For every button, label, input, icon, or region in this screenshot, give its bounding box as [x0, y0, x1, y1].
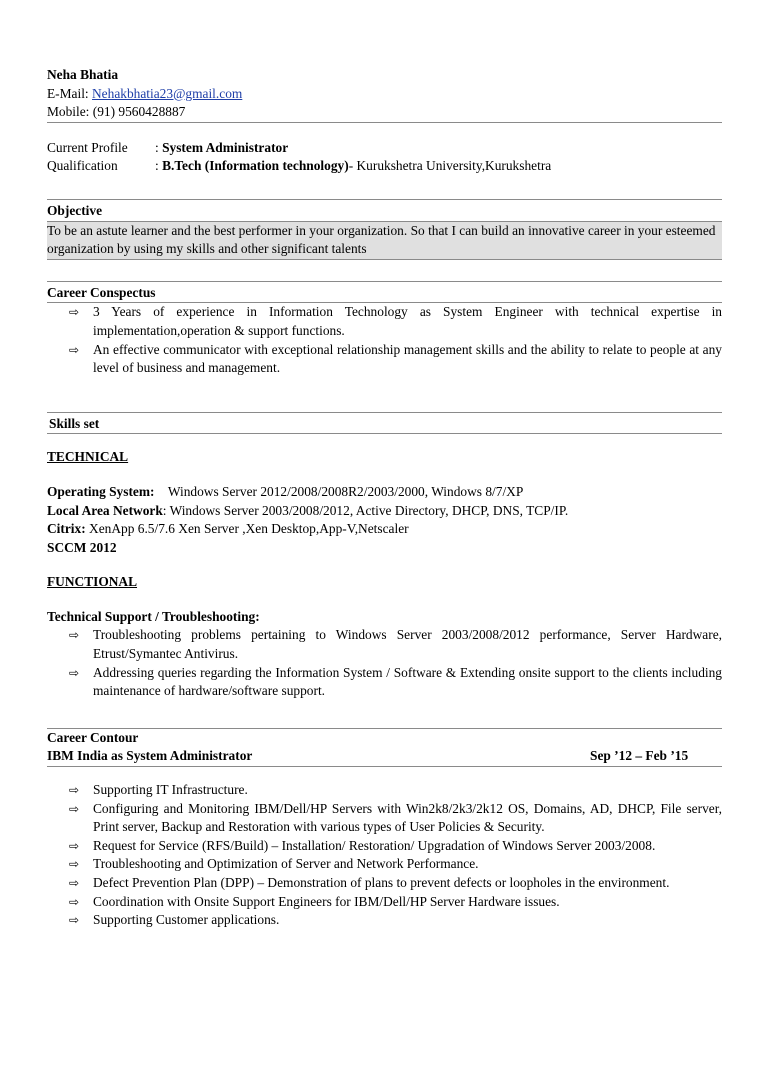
qualification-row: [47, 157, 722, 176]
arrow-bullet-icon: ⇨: [69, 857, 80, 872]
support-list: [47, 626, 722, 700]
arrow-bullet-icon: ⇨: [69, 876, 80, 890]
list-item: ⇨ Troubleshooting and Optimization of Server and Network Performance.: [69, 855, 722, 874]
skills-heading: Skills set: [47, 412, 722, 435]
job-dates: Sep ’12 – Feb ’15: [590, 748, 689, 764]
arrow-bullet-icon: ⇨: [69, 894, 80, 909]
email-label: E-Mail:: [47, 85, 89, 101]
list-item: ⇨ Troubleshooting problems pertaining to Windows Server 2003/2008/2012 performance, Server Hardware, Etrust/Symantec Antivirus.: [69, 627, 722, 662]
conspectus-section: [47, 281, 722, 378]
current-profile-row: [47, 139, 722, 158]
lan-value: : Windows Server 2003/2008/2012, Active Directory, DHCP, DNS, TCP/IP.: [162, 502, 569, 518]
qualification-degree: B.Tech (Information technology): [162, 158, 349, 174]
objective-section: [47, 199, 722, 260]
lan-line: [47, 502, 722, 521]
arrow-bullet-icon: ⇨: [69, 913, 80, 928]
arrow-bullet-icon: ⇨: [69, 342, 80, 357]
job-title: IBM India as System Administrator: [47, 748, 253, 764]
current-profile-label: Current Profile: [47, 139, 128, 155]
os-line: [47, 483, 722, 502]
arrow-bullet-icon: ⇨: [69, 305, 80, 320]
sccm-line: SCCM 2012: [47, 539, 117, 555]
qualification-colon: :: [155, 158, 163, 174]
arrow-bullet-icon: ⇨: [69, 838, 80, 853]
skills-section: [47, 412, 722, 701]
support-heading: Technical Support / Troubleshooting:: [47, 608, 260, 624]
conspectus-heading: Career Conspectus: [47, 281, 722, 304]
email-link[interactable]: Nehakbhatia23@gmail.com: [92, 85, 243, 101]
list-item: ⇨ 3 Years of experience in Information Technology as System Engineer with technical expertise in implementation,operation & support functions.: [69, 304, 722, 338]
list-item: ⇨ Supporting IT Infrastructure.: [69, 781, 722, 800]
citrix-value: XenApp 6.5/7.6 Xen Server ,Xen Desktop,App-V,Netscaler: [89, 521, 409, 537]
job-row: [47, 747, 722, 767]
list-item: ⇨ Request for Service (RFS/Build) – Installation/ Restoration/ Upgradation of Windows Server 2003/2008.: [69, 837, 722, 856]
contact-block: [47, 66, 722, 123]
arrow-bullet-icon: ⇨: [69, 628, 80, 643]
profile-block: [47, 139, 722, 176]
contour-heading: Career Contour: [47, 728, 722, 748]
conspectus-list: [47, 303, 722, 377]
qualification-university: - Kurukshetra University,Kurukshetra: [348, 158, 552, 174]
arrow-bullet-icon: ⇨: [69, 783, 80, 798]
list-item: ⇨ Addressing queries regarding the Information System / Software & Extending onsite support to the clients including maintenance of hardware/software support.: [69, 664, 722, 699]
technical-heading: TECHNICAL: [47, 449, 129, 465]
list-item: ⇨ Defect Prevention Plan (DPP) – Demonstration of plans to prevent defects or loopholes in the environment.: [69, 874, 722, 893]
arrow-bullet-icon: ⇨: [69, 665, 80, 680]
list-item: ⇨ Supporting Customer applications.: [69, 911, 722, 930]
current-profile-colon: :: [155, 139, 163, 155]
qualification-value: [162, 157, 551, 176]
objective-text: To be an astute learner and the best performer in your organization. So that I can build an innovative career in your esteemed organization by using my skills and other significant talents: [47, 222, 722, 260]
os-label: Operating System:: [47, 483, 155, 499]
mobile-line: Mobile: (91) 9560428887: [47, 104, 186, 120]
lan-label: Local Area Network: [47, 502, 163, 518]
arrow-bullet-icon: ⇨: [69, 801, 80, 816]
contour-list: [47, 781, 722, 930]
os-value: Windows Server 2012/2008/2008R2/2003/2000, Windows 8/7/XP: [167, 483, 524, 499]
citrix-line: [47, 520, 722, 539]
objective-heading: Objective: [47, 199, 722, 222]
list-item: ⇨ An effective communicator with exceptional relationship management skills and the ability to relate to people at any level of business and management.: [69, 341, 722, 376]
contour-section: [47, 728, 722, 930]
citrix-label: Citrix:: [47, 521, 86, 537]
current-profile-value: System Administrator: [162, 139, 289, 155]
qualification-label: Qualification: [47, 158, 118, 174]
candidate-name: Neha Bhatia: [47, 67, 119, 82]
list-item: ⇨ Coordination with Onsite Support Engineers for IBM/Dell/HP Server Hardware issues.: [69, 893, 722, 912]
functional-heading: FUNCTIONAL: [47, 574, 138, 590]
list-item: ⇨ Configuring and Monitoring IBM/Dell/HP Servers with Win2k8/2k3/2k12 OS, Domains, AD, DHCP, File server, Print server, Backup and Restoration with various types of User Policies & Security.: [69, 800, 722, 835]
resume-page: [47, 66, 722, 930]
email-line: [47, 85, 722, 104]
